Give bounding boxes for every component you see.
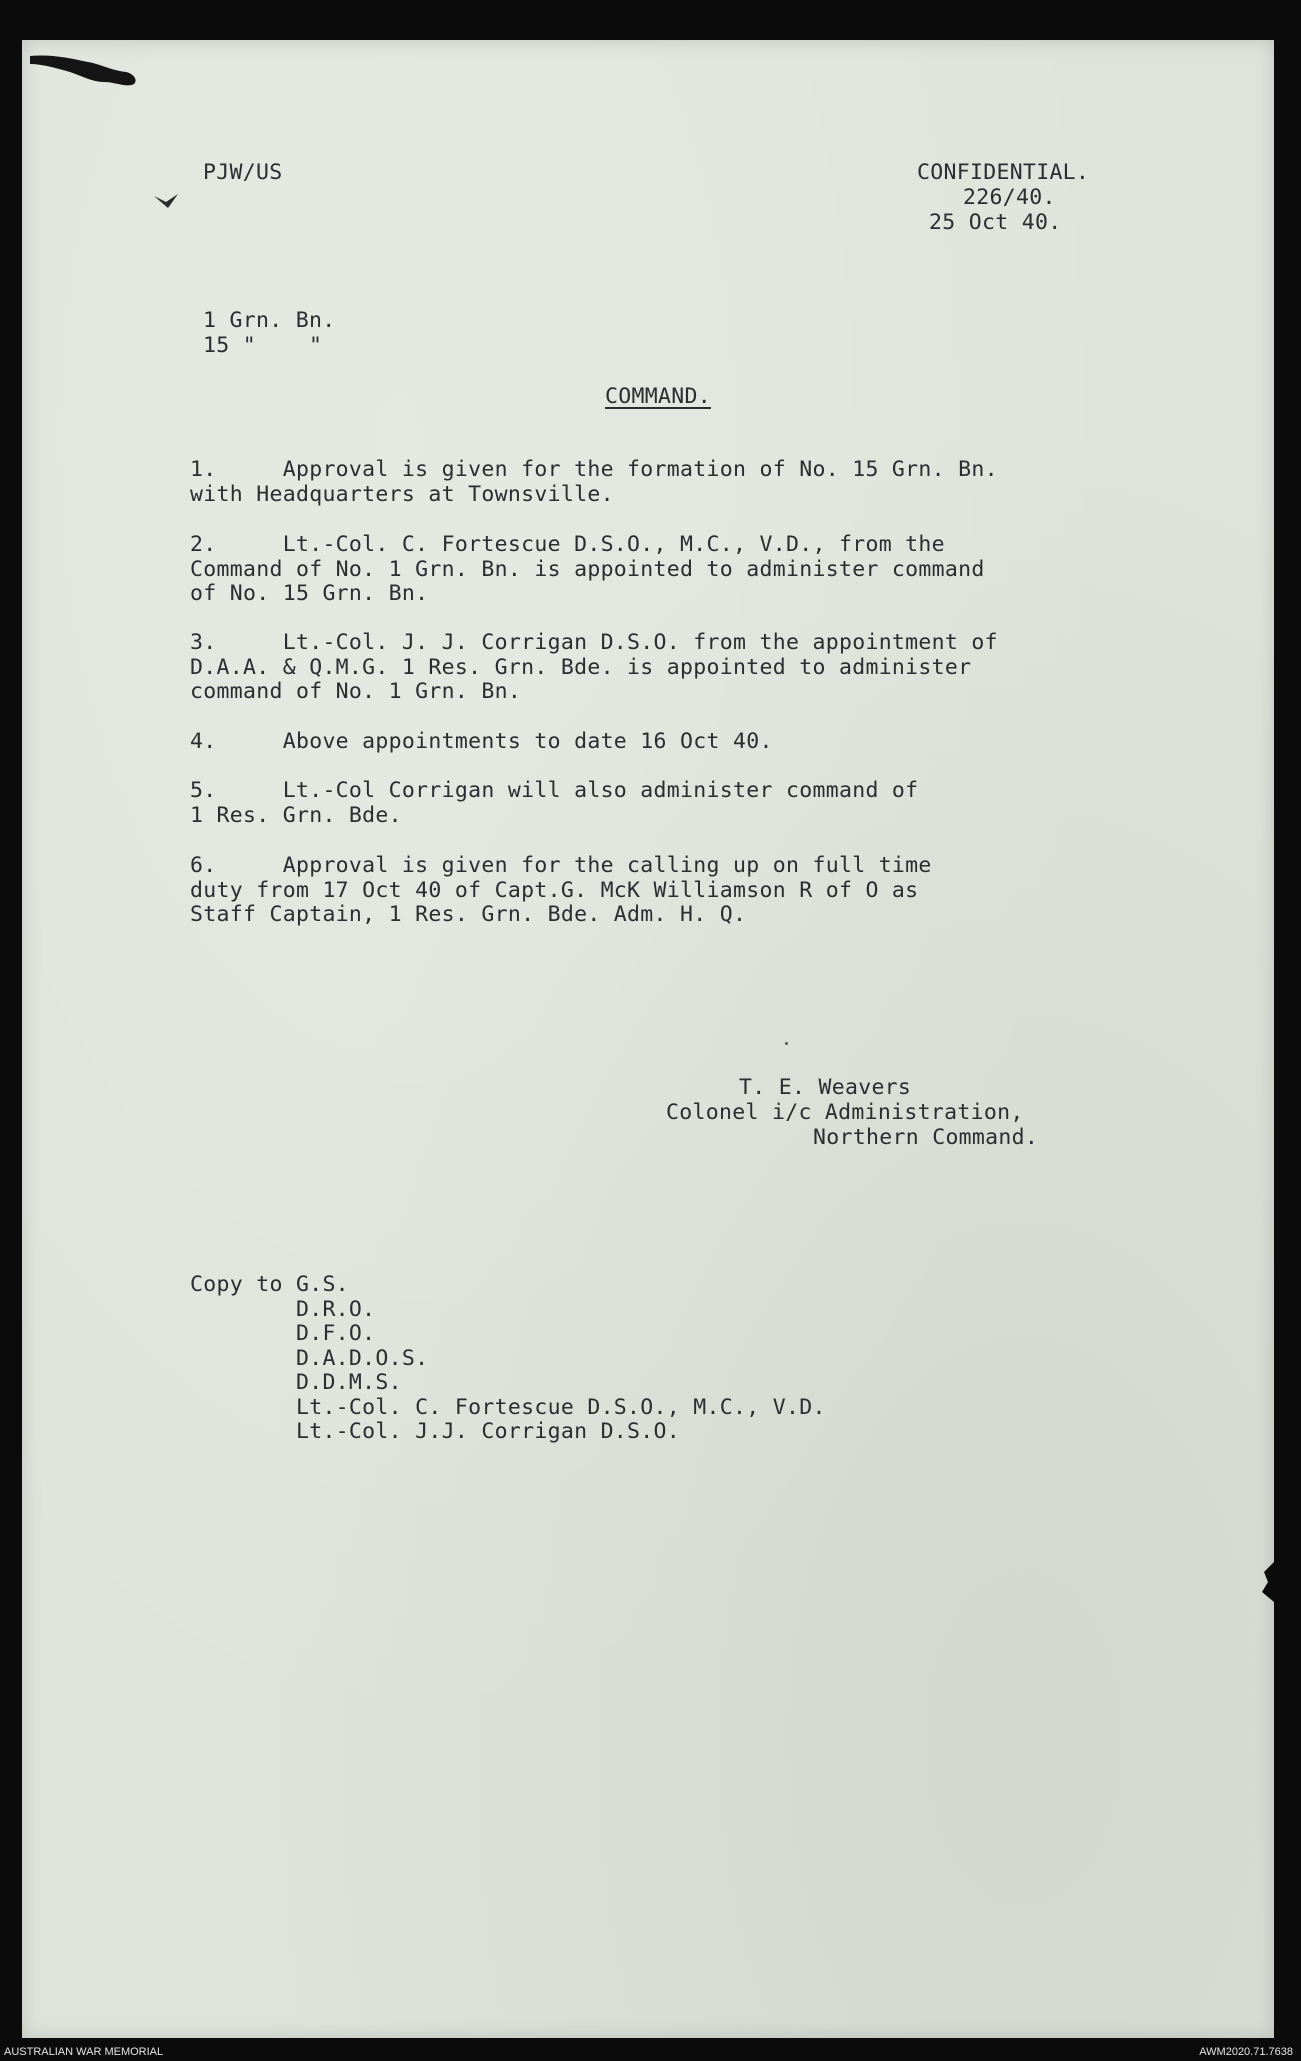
ink-blot-mark <box>30 52 140 92</box>
footer-accession-number: AWM2020.71.7638 <box>1199 2046 1293 2058</box>
document-date: 25 Oct 40. <box>929 210 1062 235</box>
stray-dot-mark <box>785 1042 788 1045</box>
paragraph-1: 1. Approval is given for the formation of No. 15 Grn. Bn. with Headquarters at Townsville. <box>190 457 998 507</box>
signatory-title: Colonel i/c Administration, <box>666 1100 1024 1125</box>
paper-edge-tear <box>1258 1562 1274 1602</box>
paragraph-3: 3. Lt.-Col. J. J. Corrigan D.S.O. from the appointment of D.A.A. & Q.M.G. 1 Res. Grn. Bde. is appointed to administer command of No. 1 Grn. Bn. <box>190 630 998 704</box>
paragraph-5: 5. Lt.-Col Corrigan will also administer command of 1 Res. Grn. Bde. <box>190 778 919 828</box>
classification-label: CONFIDENTIAL. <box>917 160 1090 185</box>
paragraph-6: 6. Approval is given for the calling up on full time duty from 17 Oct 40 of Capt.G. McK Williamson R of O as Staff Captain, 1 Res. Grn. Bde. Adm. H. Q. <box>190 853 932 927</box>
paragraph-4: 4. Above appointments to date 16 Oct 40. <box>190 729 773 754</box>
paragraph-2: 2. Lt.-Col. C. Fortescue D.S.O., M.C., V.D., from the Command of No. 1 Grn. Bn. is appointed to administer command of No. 15 Grn. Bn. <box>190 532 985 606</box>
signatory-name: T. E. Weavers <box>739 1075 912 1100</box>
footer-institution: AUSTRALIAN WAR MEMORIAL <box>4 2046 164 2058</box>
document-heading: COMMAND. <box>605 384 711 409</box>
file-number: 226/40. <box>963 185 1056 210</box>
addressee-line: 1 Grn. Bn. <box>203 308 336 333</box>
addressee-line: 15 " " <box>203 333 323 358</box>
reference-code: PJW/US <box>203 160 283 185</box>
copy-distribution-list: Copy to G.S. D.R.O. D.F.O. D.A.D.O.S. D.D.M.S. Lt.-Col. C. Fortescue D.S.O., M.C., V.D. Lt.-Col. J.J. Corrigan D.S.O. <box>190 1272 826 1444</box>
signatory-command: Northern Command. <box>813 1125 1039 1150</box>
pencil-tick-mark <box>152 190 180 214</box>
